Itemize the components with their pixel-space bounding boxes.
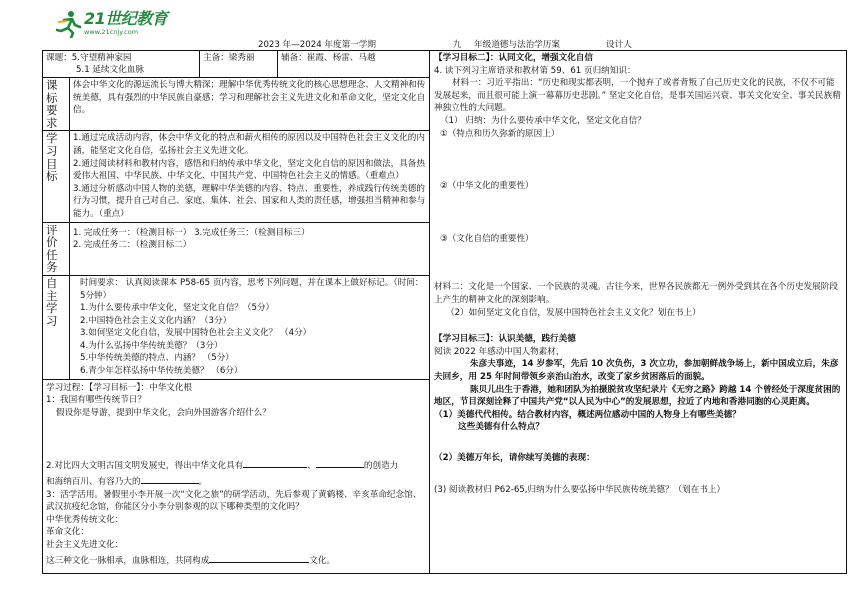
objective-item: 1.通过完成活动内容，体会中华文化的特点和薪火相传的原因以及中国特色社会主义文化的内涵，能坚定文化自信，弘扬社会主义先进文化。: [73, 133, 425, 156]
selfstudy-question: 5.中华传统美德的特点、内涵？ （5分）: [80, 353, 234, 364]
objective-item: 3.通过分析感动中国人物的美德，理解中华美德的内容、特点、重要性，养成践行传统美德的行为习惯，提升自己对自己、家庭、集体、社会、国家和人类的责任感，增强担当精神和参与能力。（重点）: [73, 183, 426, 219]
selfstudy-question: 1.为什么要传承中华文化，坚定文化自信？（5分）: [80, 303, 275, 314]
designer-label: 设计人: [606, 40, 632, 50]
fill-blank[interactable]: [209, 552, 309, 563]
task1-conclusion: 这三种文化一脉相承，血脉相连，共同构成 文化。: [46, 552, 426, 568]
selfstudy-label: 自主学习: [43, 275, 70, 379]
selfstudy-question: 3.如何坚定文化自信，发展中国特色社会主义文化？ （4分）: [80, 328, 312, 339]
grade-value: 九: [440, 38, 474, 51]
culture-socialist: 社会主义先进文化：: [46, 540, 124, 550]
task2-question2: （2）如何坚定文化自信，发展中国特色社会主义文化？划在书上）: [446, 307, 701, 318]
assistants-cell: 辅备：崔霞、杨雷、马越: [278, 51, 430, 78]
answer-space: [434, 434, 842, 452]
task1-q1: 1：我国有哪些传统节日？: [46, 395, 146, 406]
logo-wordmark: 21世纪教育 www.21cnjy.com: [84, 9, 168, 36]
culture-revolutionary: 革命文化：: [46, 527, 89, 538]
task2-reason1: ①（特点和历久弥新的原因上）: [440, 128, 560, 139]
fill-blank[interactable]: [316, 457, 364, 468]
selfstudy-question: 2.中国特色社会主义文化内涵？（3分）: [80, 315, 232, 326]
right-column: [430, 51, 847, 574]
answer-space: [434, 464, 842, 484]
lesson-table: [42, 50, 847, 574]
selfstudy-question: 4.为什么弘扬中华传统美德？（3分）: [80, 340, 223, 351]
task3-question3: (3) 阅读教材归 P62-65,归纳为什么要弘扬中华民族传统美德？（划在书上）: [434, 485, 726, 496]
selfstudy-cell: [70, 275, 430, 379]
page-header: [0, 0, 860, 50]
task3-question1b: 这些美德有什么特点？: [458, 422, 544, 433]
answer-space: [46, 419, 426, 457]
selfstudy-question: 6.青少年怎样弘扬中华传统美德？ （6分）: [80, 366, 243, 377]
task3-title: 【学习目标三】：认识美德，践行美德: [434, 334, 576, 345]
answer-space: [434, 193, 842, 233]
task2-material2: 材料二：文化是一个国家、一个民族的灵魂。古往今来，世界各民族都无一例外受到其在各个历史发展阶段上产生的精神文化的深刻影响。: [434, 282, 838, 305]
task3-question2: （2）美德万年长，请你续写美德的表现：: [434, 452, 595, 463]
task1-q2: 2.对比四大文明古国文明发展史，得出中华文化具有 、 的创造力: [46, 457, 426, 473]
answer-space: [434, 140, 842, 180]
topic-title: 课题：5.守望精神家园: [46, 53, 132, 63]
fill-blank[interactable]: [141, 473, 199, 484]
subject-text: 年级道德与法治学历案: [474, 40, 560, 50]
task1-q3: 3：活学活用。暑假里小李开展一次“文化之旅”的研学活动，先后参观了黄鹤楼、辛亥革命纪念馆、武汉抗疫纪念馆，你能区分小李分别参观的以下哪种类型的文化吗？: [46, 489, 422, 513]
task1-cell: [43, 379, 430, 574]
logo-url: www.21cnjy.com: [84, 28, 139, 36]
task3-story2: 陈贝儿出生于香港，她和团队为拍摄脱贫攻坚纪录片《无穷之路》跨越 14 个曾经处于深度贫困的地区，节目深刻诠释了中国共产党“以人民为中心”的发展思想，拉近了内地和香港同胞的心灵距离。: [434, 384, 841, 408]
answer-space: [434, 319, 842, 333]
task1-q2-cont: 和海纳百川、有容乃大的 。: [46, 473, 426, 489]
requirements-text: 体会中华文化的源远流长与博大精深；理解中华优秀传统文化的核心思想理念、人文精神和传统美德，具有强烈的中华民族自豪感；学习和理解社会主义先进文化和革命文化，坚定文化自信。: [70, 78, 430, 131]
task2-title: 【学习目标二】：认同文化，增强文化自信: [434, 53, 593, 63]
answer-space: [434, 245, 842, 281]
evaluation-label: 评价任务: [43, 222, 70, 275]
task3-intro: 阅读 2022 年感动中国人物素材，: [434, 346, 565, 357]
topic-cell: [43, 51, 200, 78]
task3-story1: 朱彦夫事迹，14 岁参军，先后 10 次负伤，3 次立功，参加朝鲜战争场上，新中国成立后，朱彦夫回乡，用 25 年时间带领乡亲治山治水，改变了家乡贫困落后的面貌。: [434, 359, 839, 382]
evaluation-cell: [70, 222, 430, 275]
evaluation-line2: 2. 完成任务二：（检测目标二）: [73, 240, 192, 251]
topic-row: [43, 51, 847, 78]
task2-reason2: ②（中华文化的重要性）: [440, 181, 534, 192]
task3-question1: （1）美德代代相传。结合教材内容，概述两位感动中国的人物身上有哪些美德？: [434, 409, 741, 420]
task2-reason3: ③（文化自信的重要性）: [440, 233, 534, 244]
culture-traditional: 中华优秀传统文化：: [46, 514, 124, 525]
logo: [56, 10, 167, 38]
selfstudy-time: 时间要求： 认真阅读课本 P58-65 页内容，思考下列问题，并在课本上做好标记。（时间：5分钟）: [80, 277, 424, 301]
objective-item: 2.通过阅读材料和教材内容，感悟和归纳传承中华文化，坚定文化自信的原因和做法，具备热爱伟大祖国、中华民族、中华文化、中国共产党、中国特色社会主义的情感。（重难点）: [73, 158, 425, 182]
term-title: 2023 年—2024 年度第一学期: [258, 40, 376, 50]
task2-question1: （1） 归纳：为什么要传承中华文化，坚定文化自信？: [440, 115, 646, 126]
topic-subtitle: 5.1 延续文化血脉: [76, 65, 144, 75]
requirements-label: 课标要求: [43, 78, 70, 131]
runner-logo-icon: [56, 10, 82, 38]
task2-material1: 材料一：习近平指出：“历史和现实都表明，一个抛弃了或者背叛了自己历史文化的民族，不仅不可能发展起来，而且很可能上演一幕幕历史悲剧。” 坚定文化自信，是事关国运兴衰、事关文化安全、事关民族精神独立性的大问题。: [434, 78, 841, 114]
task2-instruction: 4. 读下列习主席语录和教材第 59、61 页归纳知识：: [434, 65, 636, 76]
evaluation-line1: 1. 完成任务一：（检测目标一） 3.完成任务三：（检测目标三）: [73, 227, 310, 238]
task1-q1b: 假设你是导游，提到中华文化，会向外国游客介绍什么？: [56, 407, 271, 418]
objectives-cell: [70, 131, 430, 222]
task1-title: 学习过程：【学习目标一】：中华文化根: [46, 382, 193, 393]
host-cell: 主备：梁秀丽: [200, 51, 278, 78]
objectives-label: 学习目标: [43, 131, 70, 222]
fill-blank[interactable]: [243, 457, 307, 468]
